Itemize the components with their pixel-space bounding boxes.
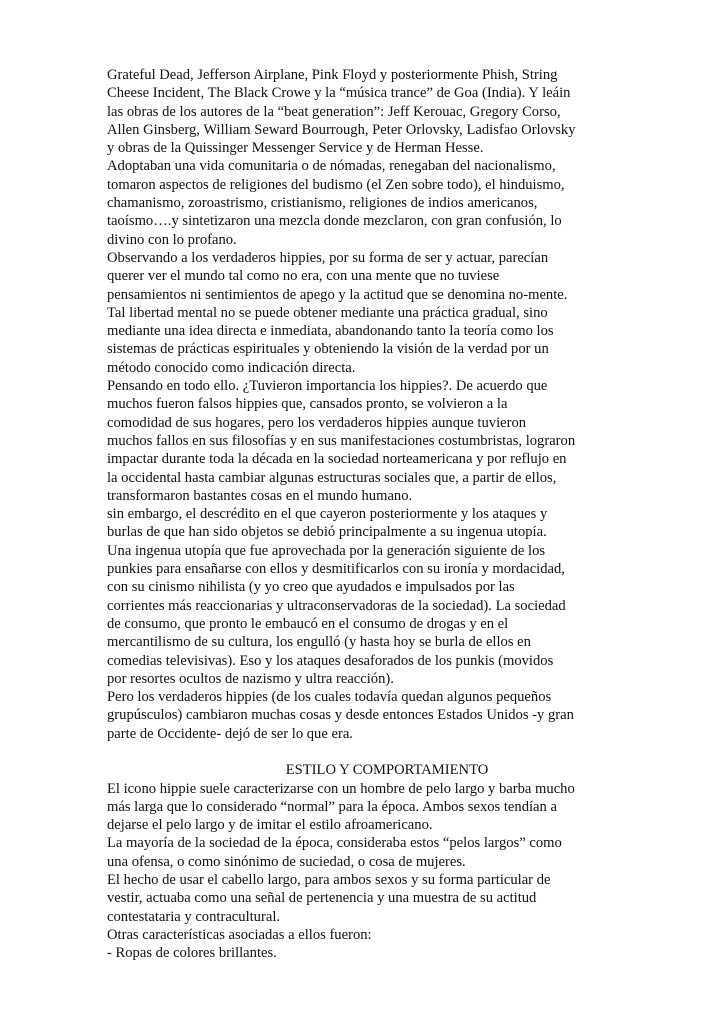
paragraph-long-hair-belonging: El hecho de usar el cabello largo, para ambos sexos y su forma particular de vestir, actuaba como una señal de pertenencia y una muestra de su actitud contestataria y contracultural.: [107, 872, 551, 925]
list-item-bright-clothes: - Ropas de colores brillantes.: [107, 945, 277, 962]
paragraph-discredit: sin embargo, el descrédito en el que cayeron posteriormente y los ataques y burlas de que han sido objetos se debió principalmente a su ingenua utopía.: [107, 506, 548, 541]
paragraph-importance-of-hippies: Pensando en todo ello. ¿Tuvieron importancia los hippies?. De acuerdo que muchos fueron falsos hippies que, cansados pronto, se volvieron a la comodidad de sus hogares, pero los verdaderos hippies aunque tuvieron muchos fallos en sus filosofías y en sus manifestaciones costumbristas, lograron impactar durante toda la década en la sociedad norteamericana y por reflujo en la occidental hasta cambiar algunas estructuras sociales que, a partir de ellos, transformaron bastantes cosas en el mundo humano.: [107, 378, 576, 504]
document-page: [107, 66, 627, 963]
paragraph-no-mind: Observando a los verdaderos hippies, por su forma de ser y actuar, parecían querer ver el mundo tal como no era, con una mente que no tuviese pensamientos ni sentimientos de apego y la actitud que se denomina no-mente. Tal libertad mental no se puede obtener mediante una práctica gradual, sino mediante una idea directa e inmediata, abandonando tanto la teoría como los sistemas de prácticas espirituales y obteniendo la visión de la verdad por un método conocido como indicación directa.: [107, 249, 568, 376]
paragraph-communal-life: Adoptaban una vida comunitaria o de nómadas, renegaban del nacionalismo, tomaron aspectos de religiones del budismo (el Zen sobre todo), el hinduismo, chamanismo, zoroastrismo, cristianismo, religiones de indios americanos, taoísmo….y sintetizaron una mezcla donde mezclaron, con gran confusión, lo divino con lo profano.: [107, 158, 565, 248]
paragraph-other-characteristics: Otras características asociadas a ellos fueron:: [107, 926, 372, 943]
paragraph-naive-utopia: Una ingenua utopía que fue aprovechada por la generación siguiente de los punkies para ensañarse con ellos y desmitificarlos con su ironía y mordacidad, con su cinismo nihilista (y yo creo que ayudados e impulsados por las corrientes más reaccionarias y ultraconservadoras de la sociedad). La sociedad de consumo, que pronto le embaucó en el consumo de drogas y en el mercantilismo de su cultura, los engulló (y hasta hoy se burla de ellos en comedias televisivas). Eso y los ataques desaforados de los punkis (movidos por resortes ocultos de nazismo y ultra reacción).: [107, 542, 566, 687]
section-heading: ESTILO Y COMPORTAMIENTO: [285, 762, 489, 779]
section-spacer: [107, 743, 627, 761]
paragraph-hippie-icon: El icono hippie suele caracterizarse con un hombre de pelo largo y barba mucho más larga que lo considerado “normal” para la época. Ambos sexos tendían a dejarse el pelo largo y de imitar el estilo afroamericano.: [107, 780, 575, 834]
paragraph-long-hair-society: La mayoría de la sociedad de la época, consideraba estos “pelos largos” como una ofensa, o como sinónimo de suciedad, o cosa de mujeres.: [107, 835, 562, 870]
paragraph-bands-and-beat-generation: Grateful Dead, Jefferson Airplane, Pink Floyd y posteriormente Phish, String Cheese Incident, The Black Crowe y la “música trance” de Goa (India). Y leáin las obras de los autores de la “beat generation”: Jeff Kerouac, Gregory Corso, Allen Ginsberg, William Seward Bourrough, Peter Orlovsky, Ladisfao Orlovsky y obras de la Quissinger Messenger Service y de Herman Hesse.: [107, 67, 576, 157]
paragraph-true-hippies: Pero los verdaderos hippies (de los cuales todavía quedan algunos pequeños grupúsculos) cambiaron muchas cosas y desde entonces Estados Unidos -y gran parte de Occidente- dejó de ser lo que era.: [107, 689, 574, 742]
